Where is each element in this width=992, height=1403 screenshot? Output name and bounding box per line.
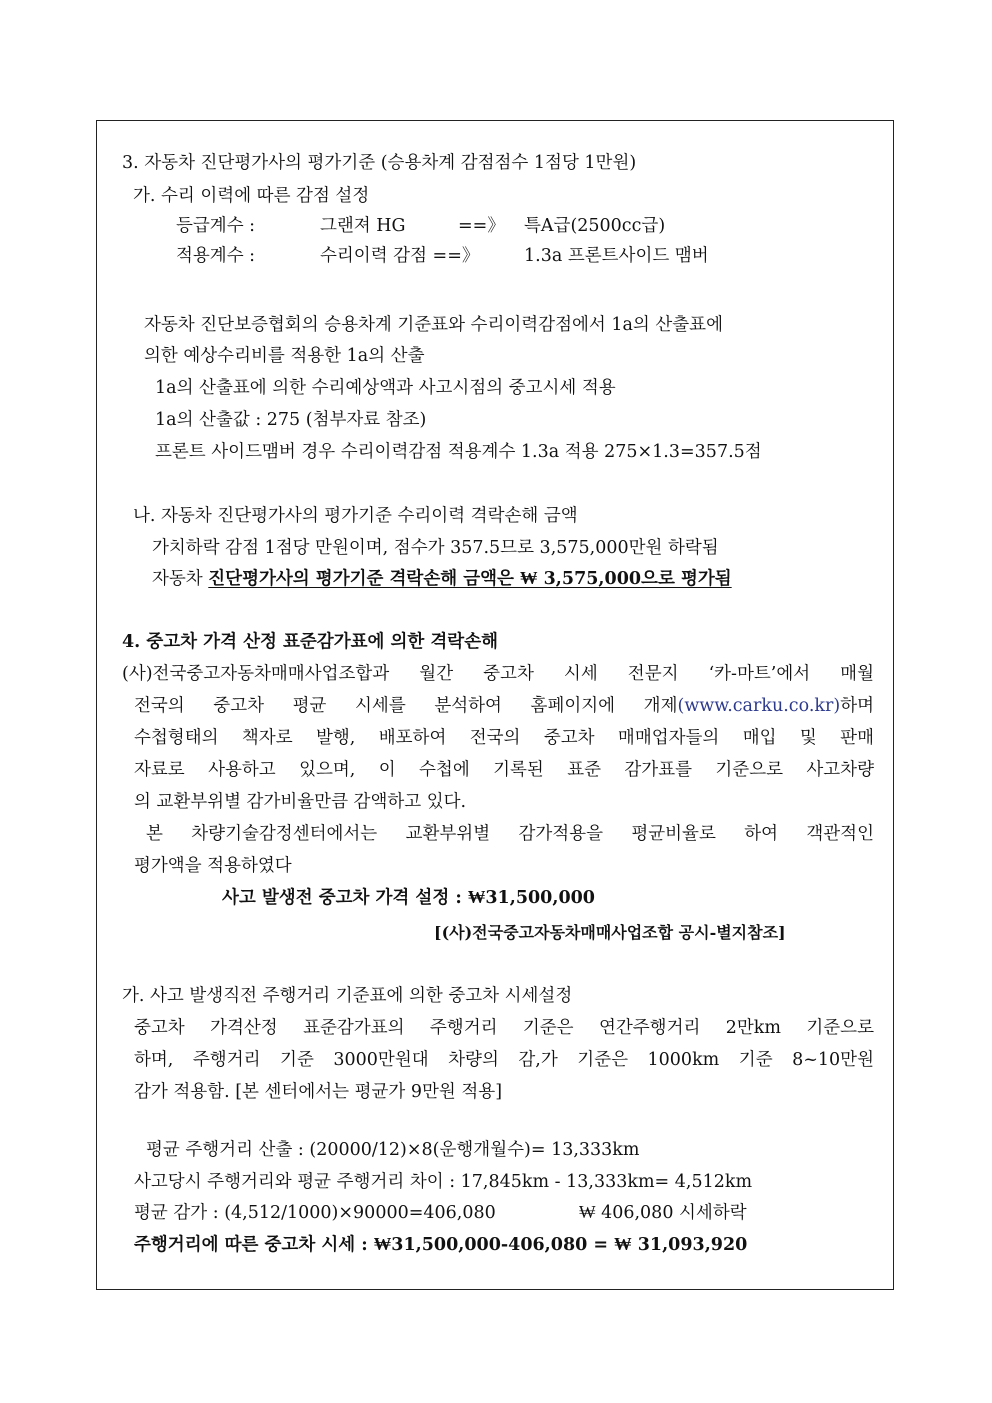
para1-line: 의한 예상수리비를 적용한 1a의 산출: [144, 346, 425, 366]
calc-mileage-difference: 사고당시 주행거리와 평균 주행거리 차이 : 17,845km - 13,333km= 4,512km: [134, 1172, 753, 1192]
p1-line: 수첩형태의 책자로 발행, 배포하여 전국의 중고차 매매업자들의 매입 및 판매: [134, 728, 874, 748]
na-line: 가치하락 감점 1점당 만원이며, 점수가 357.5므로 3,575,000만원 하락됨: [152, 538, 719, 558]
para1-line: 1a의 산출표에 의한 수리예상액과 사고시점의 중고시세 적용: [155, 378, 616, 398]
section4-heading: 4. 중고차 가격 산정 표준감가표에 의한 격락손해: [122, 632, 499, 652]
ga-line: 감가 적용함. [본 센터에서는 평균가 9만원 적용]: [134, 1082, 503, 1102]
apply-row: [176, 245, 709, 267]
apply-label: 적용계수 :: [176, 246, 256, 266]
calc-average-mileage: 평균 주행거리 산출 : (20000/12)×8(운행개월수)= 13,333km: [146, 1140, 640, 1160]
apply-result: 1.3a 프론트사이드 맴버: [524, 246, 709, 266]
section3-sub-ga: 가. 수리 이력에 따른 감점 설정: [133, 186, 370, 206]
na-conclusion-prefix: 자동차: [152, 569, 209, 589]
section3-sub-na: 나. 자동차 진단평가사의 평가기준 수리이력 격락손해 금액: [133, 506, 578, 526]
p1-line: 자료로 사용하고 있으며, 이 수첩에 기록된 표준 감가표를 기준으로 사고차량: [134, 760, 874, 780]
ga-line: 중고차 가격산정 표준감가표의 주행거리 기준은 연간주행거리 2만km 기준으로: [134, 1018, 874, 1038]
p2-line: 평가액을 적용하였다: [134, 856, 292, 876]
grade-arrow: ==》: [458, 216, 505, 236]
section4-sub-ga: 가. 사고 발생직전 주행거리 기준표에 의한 중고차 시세설정: [122, 986, 573, 1006]
grade-result: 특A급(2500cc급): [524, 216, 666, 236]
na-conclusion: [152, 568, 732, 590]
para1-line: 자동차 진단보증협회의 승용차계 기준표와 수리이력감점에서 1a의 산출표에: [144, 315, 723, 335]
p1-line-with-link: [134, 695, 874, 717]
para1-line: 프론트 사이드맴버 경우 수리이력감점 적용계수 1.3a 적용 275×1.3=357.5점: [155, 442, 762, 462]
p1-line2-text: 전국의 중고차 평균 시세를 분석하여 홈페이지에 개제: [134, 696, 678, 716]
calc-final-price: 주행거리에 따른 중고차 시세 : ₩31,500,000-406,080 = ₩ 31,093,920: [134, 1235, 748, 1255]
price-note: [(사)전국중고자동차매매사업조합 공시-별지참조]: [434, 923, 786, 942]
calc-average-depreciation: [134, 1202, 747, 1224]
calc-depreciation-result: ₩ 406,080 시세하락: [579, 1203, 747, 1223]
carku-link[interactable]: (www.carku.co.kr): [677, 696, 841, 716]
section3-heading: 3. 자동차 진단평가사의 평가기준 (승용차계 감점점수 1점당 1만원): [122, 153, 637, 173]
para1-line: 1a의 산출값 : 275 (첨부자료 참조): [155, 410, 427, 430]
apply-value: 수리이력 감점 ==》: [320, 246, 480, 266]
p1-line: 의 교환부위별 감가비율만큼 감액하고 있다.: [134, 792, 467, 812]
grade-label: 등급계수 :: [176, 216, 256, 236]
grade-row: [176, 215, 665, 237]
price-setting: 사고 발생전 중고차 가격 설정 : ₩31,500,000: [222, 888, 595, 908]
grade-value: 그랜져 HG: [320, 216, 406, 236]
p2-line: 본 차량기술감정센터에서는 교환부위별 감가적용을 평균비율로 하여 객관적인: [146, 824, 874, 844]
calc-depreciation-formula: 평균 감가 : (4,512/1000)×90000=406,080: [134, 1203, 496, 1223]
ga-line: 하며, 주행거리 기준 3000만원대 차량의 감,가 기준은 1000km 기준 8~10만원: [134, 1050, 874, 1070]
p1-line2-tail: 하며: [840, 696, 874, 716]
na-conclusion-bold: 진단평가사의 평가기준 격락손해 금액은 ₩ 3,575,000으로 평가됨: [208, 569, 732, 589]
p1-line: (사)전국중고자동차매매사업조합과 월간 중고차 시세 전문지 ‘카-마트’에서 매월: [122, 664, 874, 684]
